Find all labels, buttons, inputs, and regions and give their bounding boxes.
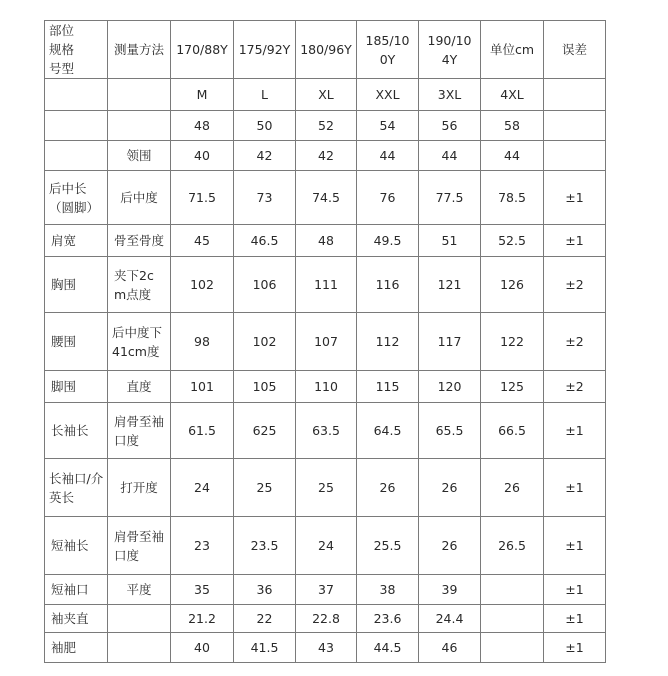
- value-cell: 49.5: [357, 225, 419, 257]
- value-cell: 23.5: [234, 517, 296, 575]
- value-cell: [481, 633, 544, 663]
- size-cell: XL: [296, 79, 357, 111]
- table-row: [45, 371, 606, 403]
- tolerance-cell: ±1: [544, 517, 606, 575]
- header-corner: 部位规格号型: [45, 21, 108, 79]
- header-size: 185/100Y: [357, 21, 419, 79]
- tolerance-cell: ±1: [544, 225, 606, 257]
- value-cell: 116: [357, 257, 419, 313]
- value-cell: 106: [234, 257, 296, 313]
- value-cell: 24: [296, 517, 357, 575]
- tolerance-cell: ±1: [544, 171, 606, 225]
- value-cell: 25: [234, 459, 296, 517]
- value-cell: 98: [171, 313, 234, 371]
- value-cell: 78.5: [481, 171, 544, 225]
- value-cell: 22: [234, 605, 296, 633]
- value-cell: 71.5: [171, 171, 234, 225]
- value-cell: [481, 575, 544, 605]
- table-row: [45, 225, 606, 257]
- value-cell: 37: [296, 575, 357, 605]
- value-cell: 111: [296, 257, 357, 313]
- part-cell: [45, 141, 108, 171]
- size-cell: 48: [171, 111, 234, 141]
- value-cell: 73: [234, 171, 296, 225]
- value-cell: 61.5: [171, 403, 234, 459]
- value-cell: 45: [171, 225, 234, 257]
- header-method: 测量方法: [108, 21, 171, 79]
- table-cell: [544, 79, 606, 111]
- value-cell: 41.5: [234, 633, 296, 663]
- value-cell: 38: [357, 575, 419, 605]
- header-unit: 单位cm: [481, 21, 544, 79]
- size-cell: L: [234, 79, 296, 111]
- value-cell: 77.5: [419, 171, 481, 225]
- value-cell: 76: [357, 171, 419, 225]
- method-cell: 骨至骨度: [108, 225, 171, 257]
- tolerance-cell: ±2: [544, 313, 606, 371]
- size-cell: 4XL: [481, 79, 544, 111]
- table-row: [45, 517, 606, 575]
- value-cell: 40: [171, 633, 234, 663]
- value-cell: 101: [171, 371, 234, 403]
- value-cell: 120: [419, 371, 481, 403]
- size-cell: 50: [234, 111, 296, 141]
- value-cell: 24: [171, 459, 234, 517]
- value-cell: 115: [357, 371, 419, 403]
- tolerance-cell: ±1: [544, 633, 606, 663]
- part-cell: 长袖长: [45, 403, 108, 459]
- method-cell: 平度: [108, 575, 171, 605]
- header-row: [45, 21, 606, 79]
- value-cell: [481, 605, 544, 633]
- table-row: [45, 403, 606, 459]
- size-chart-table: [44, 20, 606, 663]
- method-cell: 领围: [108, 141, 171, 171]
- part-cell: 脚围: [45, 371, 108, 403]
- value-cell: 63.5: [296, 403, 357, 459]
- part-cell: 长袖口/介英长: [45, 459, 108, 517]
- table-cell: [45, 111, 108, 141]
- table-cell: [45, 79, 108, 111]
- letter-size-row: [45, 79, 606, 111]
- method-cell: 夹下2cm点度: [108, 257, 171, 313]
- size-cell: XXL: [357, 79, 419, 111]
- size-cell: 58: [481, 111, 544, 141]
- value-cell: 44: [481, 141, 544, 171]
- value-cell: 52.5: [481, 225, 544, 257]
- method-cell: 后中度下41cm度: [108, 313, 171, 371]
- value-cell: 21.2: [171, 605, 234, 633]
- method-cell: 后中度: [108, 171, 171, 225]
- part-cell: 袖夹直: [45, 605, 108, 633]
- table-row: [45, 257, 606, 313]
- method-cell: [108, 605, 171, 633]
- part-cell: 短袖口: [45, 575, 108, 605]
- value-cell: 625: [234, 403, 296, 459]
- size-cell: M: [171, 79, 234, 111]
- value-cell: 125: [481, 371, 544, 403]
- value-cell: 26: [419, 517, 481, 575]
- value-cell: 121: [419, 257, 481, 313]
- value-cell: 64.5: [357, 403, 419, 459]
- value-cell: 26.5: [481, 517, 544, 575]
- value-cell: 44: [357, 141, 419, 171]
- value-cell: 42: [296, 141, 357, 171]
- value-cell: 43: [296, 633, 357, 663]
- value-cell: 36: [234, 575, 296, 605]
- part-cell: 肩宽: [45, 225, 108, 257]
- table-row: [45, 605, 606, 633]
- header-tolerance: 误差: [544, 21, 606, 79]
- value-cell: 126: [481, 257, 544, 313]
- value-cell: 39: [419, 575, 481, 605]
- table-cell: [544, 111, 606, 141]
- value-cell: 112: [357, 313, 419, 371]
- part-cell: 腰围: [45, 313, 108, 371]
- tolerance-cell: ±2: [544, 257, 606, 313]
- value-cell: 42: [234, 141, 296, 171]
- method-cell: [108, 633, 171, 663]
- tolerance-cell: ±1: [544, 605, 606, 633]
- value-cell: 40: [171, 141, 234, 171]
- tolerance-cell: [544, 141, 606, 171]
- value-cell: 26: [357, 459, 419, 517]
- header-size: 170/88Y: [171, 21, 234, 79]
- value-cell: 24.4: [419, 605, 481, 633]
- table-row: [45, 575, 606, 605]
- value-cell: 102: [234, 313, 296, 371]
- value-cell: 25.5: [357, 517, 419, 575]
- tolerance-cell: ±2: [544, 371, 606, 403]
- value-cell: 44.5: [357, 633, 419, 663]
- value-cell: 35: [171, 575, 234, 605]
- value-cell: 122: [481, 313, 544, 371]
- table-row: [45, 459, 606, 517]
- method-cell: 直度: [108, 371, 171, 403]
- table-row: [45, 313, 606, 371]
- value-cell: 51: [419, 225, 481, 257]
- header-size: 175/92Y: [234, 21, 296, 79]
- part-cell: 短袖长: [45, 517, 108, 575]
- value-cell: 46.5: [234, 225, 296, 257]
- value-cell: 66.5: [481, 403, 544, 459]
- size-cell: 54: [357, 111, 419, 141]
- value-cell: 44: [419, 141, 481, 171]
- tolerance-cell: ±1: [544, 575, 606, 605]
- value-cell: 102: [171, 257, 234, 313]
- part-cell: 后中长（圆脚）: [45, 171, 108, 225]
- table-cell: [108, 111, 171, 141]
- value-cell: 117: [419, 313, 481, 371]
- size-cell: 52: [296, 111, 357, 141]
- value-cell: 26: [419, 459, 481, 517]
- tolerance-cell: ±1: [544, 459, 606, 517]
- value-cell: 74.5: [296, 171, 357, 225]
- header-size: 180/96Y: [296, 21, 357, 79]
- table-row: [45, 633, 606, 663]
- tolerance-cell: ±1: [544, 403, 606, 459]
- value-cell: 23: [171, 517, 234, 575]
- value-cell: 48: [296, 225, 357, 257]
- value-cell: 110: [296, 371, 357, 403]
- size-cell: 56: [419, 111, 481, 141]
- table-cell: [108, 79, 171, 111]
- value-cell: 23.6: [357, 605, 419, 633]
- value-cell: 65.5: [419, 403, 481, 459]
- table-row: [45, 171, 606, 225]
- header-size: 190/104Y: [419, 21, 481, 79]
- method-cell: 打开度: [108, 459, 171, 517]
- value-cell: 25: [296, 459, 357, 517]
- numeric-size-row: [45, 111, 606, 141]
- part-cell: 袖肥: [45, 633, 108, 663]
- size-cell: 3XL: [419, 79, 481, 111]
- value-cell: 105: [234, 371, 296, 403]
- part-cell: 胸围: [45, 257, 108, 313]
- table-row: [45, 141, 606, 171]
- value-cell: 26: [481, 459, 544, 517]
- method-cell: 肩骨至袖口度: [108, 517, 171, 575]
- method-cell: 肩骨至袖口度: [108, 403, 171, 459]
- value-cell: 107: [296, 313, 357, 371]
- value-cell: 46: [419, 633, 481, 663]
- value-cell: 22.8: [296, 605, 357, 633]
